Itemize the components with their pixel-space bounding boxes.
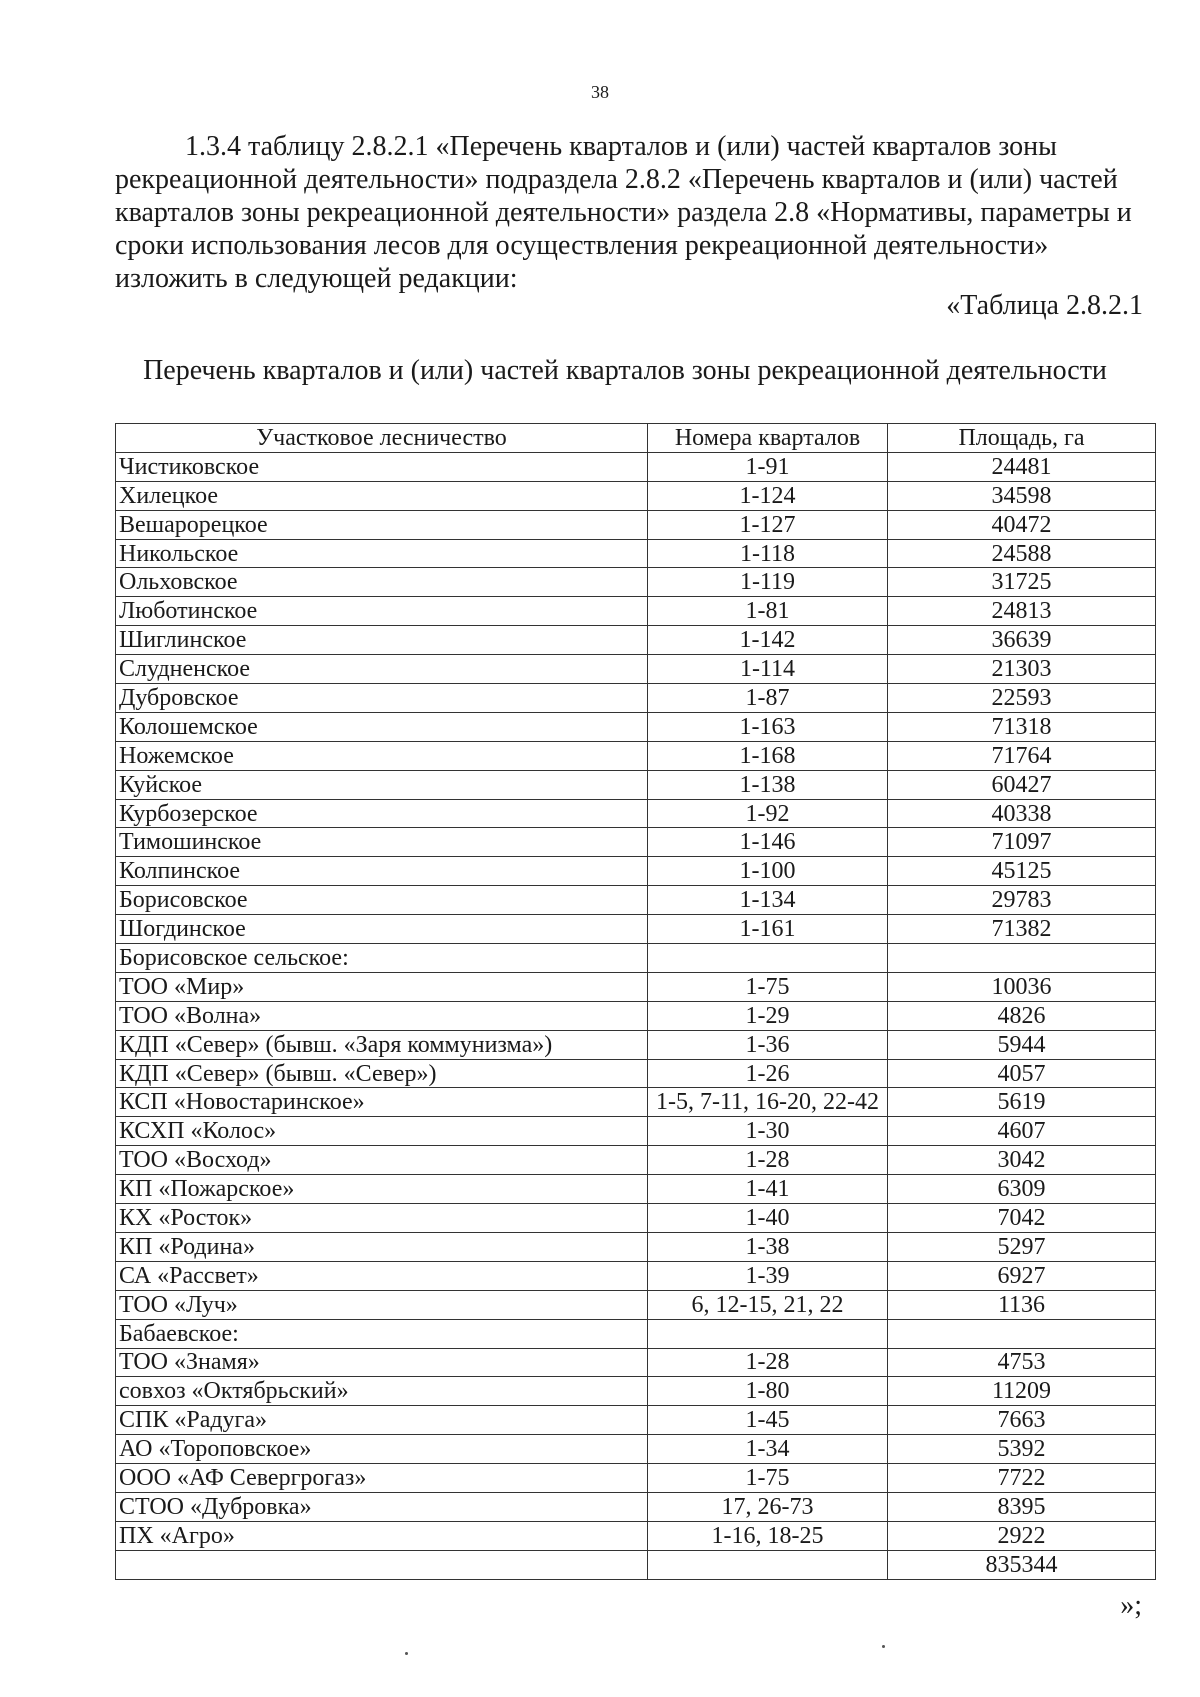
table-row [116, 1204, 1156, 1233]
table-row [116, 915, 1156, 944]
cell-quarters: 17, 26-73 [648, 1492, 888, 1521]
cell-area: 4607 [888, 1117, 1156, 1146]
cell-area: 71764 [888, 741, 1156, 770]
table-row [116, 452, 1156, 481]
cell-area: 21303 [888, 655, 1156, 684]
cell-quarters: 1-26 [648, 1059, 888, 1088]
cell-forestry: Шогдинское [116, 915, 648, 944]
table-row [116, 568, 1156, 597]
table-row [116, 1232, 1156, 1261]
paragraph-line: кварталов зоны рекреационной деятельности» раздела 2.8 «Нормативы, параметры и [115, 197, 1132, 228]
table-row [116, 1146, 1156, 1175]
cell-area: 5619 [888, 1088, 1156, 1117]
cell-area: 40338 [888, 799, 1156, 828]
table-row [116, 1435, 1156, 1464]
cell-quarters: 1-91 [648, 452, 888, 481]
table-row [116, 1348, 1156, 1377]
cell-area: 5944 [888, 1030, 1156, 1059]
cell-forestry: Борисовское [116, 886, 648, 915]
cell-quarters: 1-75 [648, 1464, 888, 1493]
cell-forestry: Ольховское [116, 568, 648, 597]
forestry-table [115, 423, 1156, 1580]
cell-forestry: Никольское [116, 539, 648, 568]
table-row [116, 857, 1156, 886]
cell-forestry: Колпинское [116, 857, 648, 886]
cell-forestry: Вешарорецкое [116, 510, 648, 539]
cell-quarters: 1-75 [648, 972, 888, 1001]
table-row [116, 1377, 1156, 1406]
cell-quarters [648, 1319, 888, 1348]
cell-area: 4057 [888, 1059, 1156, 1088]
table-row [116, 481, 1156, 510]
table-row [116, 626, 1156, 655]
table-row [116, 655, 1156, 684]
table-row [116, 1464, 1156, 1493]
cell-area: 3042 [888, 1146, 1156, 1175]
cell-area: 5392 [888, 1435, 1156, 1464]
table-row [116, 1290, 1156, 1319]
cell-area: 24481 [888, 452, 1156, 481]
cell-area: 36639 [888, 626, 1156, 655]
table-row [116, 1261, 1156, 1290]
cell-forestry: ПХ «Агро» [116, 1521, 648, 1550]
paragraph-line: сроки использования лесов для осуществления рекреационной деятельности» [115, 230, 1049, 261]
cell-forestry: Куйское [116, 770, 648, 799]
table-row [116, 1001, 1156, 1030]
cell-quarters: 1-87 [648, 684, 888, 713]
cell-quarters: 1-119 [648, 568, 888, 597]
cell-forestry [116, 1550, 648, 1579]
header-area: Площадь, га [888, 424, 1156, 453]
cell-forestry: ООО «АФ Севергрогаз» [116, 1464, 648, 1493]
cell-forestry: Слудненское [116, 655, 648, 684]
cell-forestry: Люботинское [116, 597, 648, 626]
table-row [116, 712, 1156, 741]
cell-forestry: Бабаевское: [116, 1319, 648, 1348]
table-row [116, 944, 1156, 973]
cell-area: 71097 [888, 828, 1156, 857]
cell-quarters: 1-168 [648, 741, 888, 770]
table-row [116, 539, 1156, 568]
cell-quarters: 1-34 [648, 1435, 888, 1464]
cell-forestry: КДП «Север» (бывш. «Север») [116, 1059, 648, 1088]
cell-forestry: ТОО «Волна» [116, 1001, 648, 1030]
cell-area: 40472 [888, 510, 1156, 539]
table-row [116, 1030, 1156, 1059]
cell-forestry: Хилецкое [116, 481, 648, 510]
cell-forestry: АО «Тороповское» [116, 1435, 648, 1464]
paragraph-line: изложить в следующей редакции: [115, 263, 518, 294]
cell-forestry: КХ «Росток» [116, 1204, 648, 1233]
cell-forestry: КСП «Новостаринское» [116, 1088, 648, 1117]
cell-area: 7042 [888, 1204, 1156, 1233]
cell-area: 10036 [888, 972, 1156, 1001]
cell-quarters: 1-118 [648, 539, 888, 568]
cell-quarters: 1-124 [648, 481, 888, 510]
cell-forestry: ТОО «Знамя» [116, 1348, 648, 1377]
header-forestry: Участковое лесничество [116, 424, 648, 453]
cell-quarters: 1-30 [648, 1117, 888, 1146]
closing-quote: »; [1120, 1590, 1142, 1621]
table-row [116, 1521, 1156, 1550]
cell-area: 4753 [888, 1348, 1156, 1377]
cell-quarters: 1-5, 7-11, 16-20, 22-42 [648, 1088, 888, 1117]
table-row [116, 741, 1156, 770]
table-row [116, 1406, 1156, 1435]
table-row [116, 684, 1156, 713]
cell-forestry: СТОО «Дубровка» [116, 1492, 648, 1521]
table-row [116, 1059, 1156, 1088]
table-row [116, 1117, 1156, 1146]
table-row [116, 1550, 1156, 1579]
cell-forestry: КСХП «Колос» [116, 1117, 648, 1146]
page-number: 38 [591, 82, 609, 102]
cell-quarters: 1-81 [648, 597, 888, 626]
cell-quarters: 1-127 [648, 510, 888, 539]
cell-quarters: 1-40 [648, 1204, 888, 1233]
cell-area: 835344 [888, 1550, 1156, 1579]
table-row [116, 770, 1156, 799]
cell-quarters: 1-138 [648, 770, 888, 799]
cell-area: 29783 [888, 886, 1156, 915]
cell-area: 5297 [888, 1232, 1156, 1261]
cell-area: 6309 [888, 1175, 1156, 1204]
cell-quarters: 1-29 [648, 1001, 888, 1030]
cell-forestry: СА «Рассвет» [116, 1261, 648, 1290]
cell-area: 1136 [888, 1290, 1156, 1319]
scan-speck [882, 1645, 885, 1648]
cell-area: 8395 [888, 1492, 1156, 1521]
cell-forestry: КДП «Север» (бывш. «Заря коммунизма») [116, 1030, 648, 1059]
cell-forestry: СПК «Радуга» [116, 1406, 648, 1435]
intro-paragraph [115, 130, 1140, 295]
cell-forestry: Дубровское [116, 684, 648, 713]
paragraph-line: 1.3.4 таблицу 2.8.2.1 «Перечень кварталов и (или) частей кварталов зоны [185, 131, 1057, 162]
cell-quarters: 1-100 [648, 857, 888, 886]
cell-quarters: 1-16, 18-25 [648, 1521, 888, 1550]
cell-forestry: Курбозерское [116, 799, 648, 828]
cell-quarters: 1-114 [648, 655, 888, 684]
cell-area: 24813 [888, 597, 1156, 626]
cell-quarters: 1-80 [648, 1377, 888, 1406]
cell-area: 60427 [888, 770, 1156, 799]
cell-area: 71318 [888, 712, 1156, 741]
cell-forestry: КП «Пожарское» [116, 1175, 648, 1204]
cell-quarters: 1-28 [648, 1146, 888, 1175]
cell-quarters: 1-134 [648, 886, 888, 915]
table-row [116, 828, 1156, 857]
table-row [116, 886, 1156, 915]
cell-forestry: Шиглинское [116, 626, 648, 655]
table-row [116, 597, 1156, 626]
cell-quarters: 1-92 [648, 799, 888, 828]
cell-forestry: Борисовское сельское: [116, 944, 648, 973]
table-body [116, 452, 1156, 1579]
table-row [116, 1492, 1156, 1521]
cell-area: 31725 [888, 568, 1156, 597]
table-header-row [116, 424, 1156, 453]
paragraph-line: рекреационной деятельности» подраздела 2.8.2 «Перечень кварталов и (или) частей [115, 164, 1118, 195]
cell-area: 11209 [888, 1377, 1156, 1406]
cell-area: 6927 [888, 1261, 1156, 1290]
cell-quarters: 1-36 [648, 1030, 888, 1059]
cell-quarters [648, 1550, 888, 1579]
cell-area: 7722 [888, 1464, 1156, 1493]
cell-forestry: Ножемское [116, 741, 648, 770]
table-row [116, 972, 1156, 1001]
cell-area: 71382 [888, 915, 1156, 944]
cell-forestry: Чистиковское [116, 452, 648, 481]
cell-quarters: 1-41 [648, 1175, 888, 1204]
cell-quarters: 1-28 [648, 1348, 888, 1377]
cell-quarters: 1-38 [648, 1232, 888, 1261]
cell-forestry: совхоз «Октябрьский» [116, 1377, 648, 1406]
scan-speck [405, 1652, 408, 1655]
cell-quarters: 1-39 [648, 1261, 888, 1290]
cell-forestry: КП «Родина» [116, 1232, 648, 1261]
cell-quarters: 1-163 [648, 712, 888, 741]
cell-quarters: 1-161 [648, 915, 888, 944]
cell-forestry: Тимошинское [116, 828, 648, 857]
cell-area: 2922 [888, 1521, 1156, 1550]
cell-forestry: Колошемское [116, 712, 648, 741]
cell-area: 34598 [888, 481, 1156, 510]
cell-quarters: 1-142 [648, 626, 888, 655]
cell-area: 45125 [888, 857, 1156, 886]
header-quarters: Номера кварталов [648, 424, 888, 453]
table-row [116, 1088, 1156, 1117]
table-row [116, 799, 1156, 828]
cell-quarters: 6, 12-15, 21, 22 [648, 1290, 888, 1319]
cell-forestry: ТОО «Восход» [116, 1146, 648, 1175]
cell-quarters: 1-146 [648, 828, 888, 857]
table-caption: «Таблица 2.8.2.1 [946, 290, 1143, 321]
table-heading: Перечень кварталов и (или) частей кварталов зоны рекреационной деятельности [143, 355, 1107, 386]
table-row [116, 1319, 1156, 1348]
table-row [116, 1175, 1156, 1204]
cell-area [888, 944, 1156, 973]
table-row [116, 510, 1156, 539]
cell-area: 22593 [888, 684, 1156, 713]
cell-quarters: 1-45 [648, 1406, 888, 1435]
cell-area: 4826 [888, 1001, 1156, 1030]
cell-area: 7663 [888, 1406, 1156, 1435]
cell-quarters [648, 944, 888, 973]
cell-area [888, 1319, 1156, 1348]
cell-forestry: ТОО «Мир» [116, 972, 648, 1001]
cell-forestry: ТОО «Луч» [116, 1290, 648, 1319]
cell-area: 24588 [888, 539, 1156, 568]
